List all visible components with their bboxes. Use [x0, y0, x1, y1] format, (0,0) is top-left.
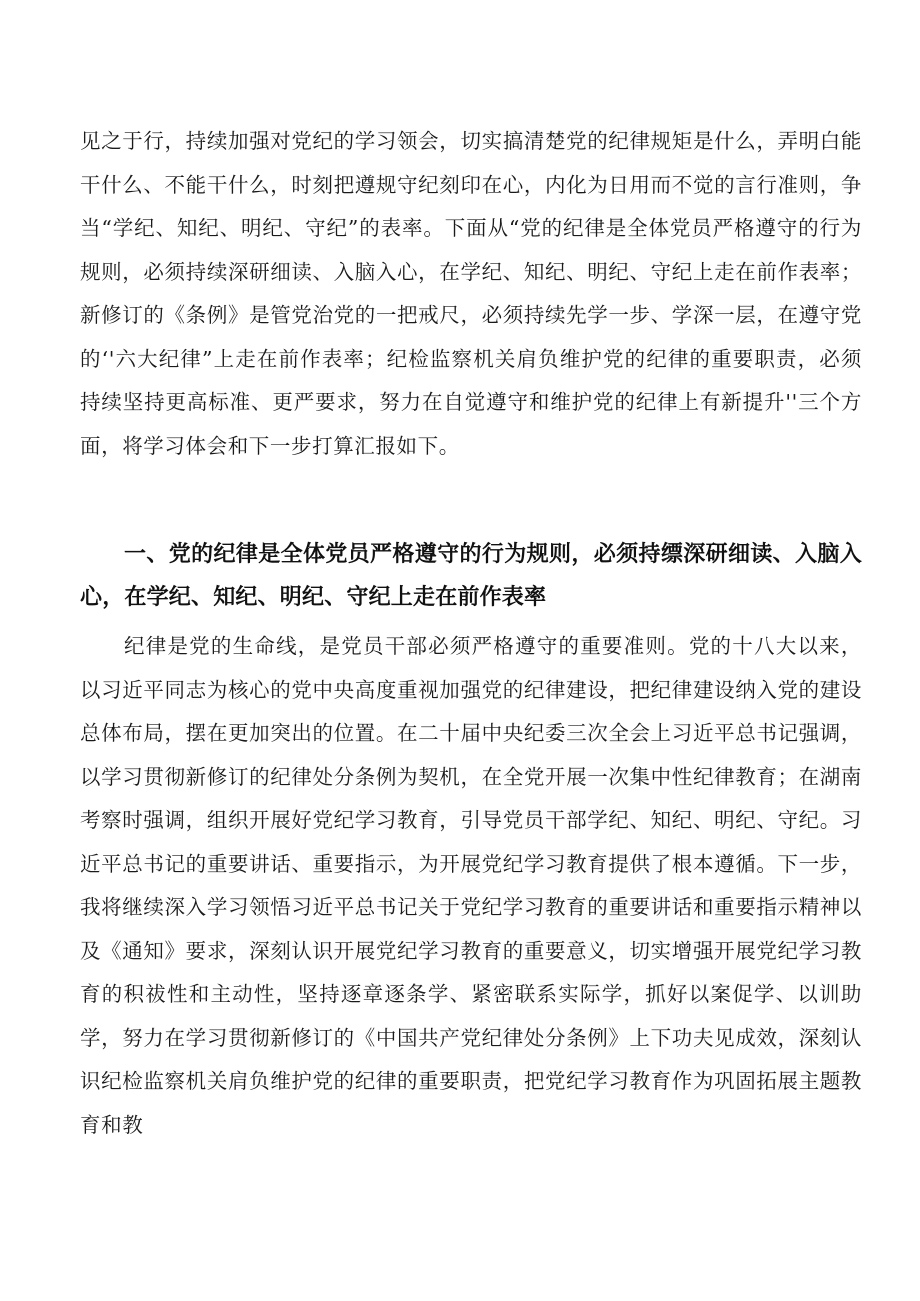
intro-paragraph: 见之于行，持续加强对党纪的学习领会，切实搞清楚党的纪律规矩是什么，弄明白能干什么、不能干什么，时刻把遵规守纪刻印在心，内化为日用而不觉的言行准则，争当“学纪、知纪、明纪、守纪”的表率。下面从“党的纪律是全体党员严格遵守的行为规则，必须持续深研细读、入脑入心，在学纪、知纪、明纪、守纪上走在前作表率；新修订的《条例》是管党治党的一把戒尺，必须持续先学一步、学深一层，在遵守党的‘'六大纪律”上走在前作表率；纪检监察机关肩负维护党的纪律的重要职责，必须持续坚持更高标准、更严要求，努力在自觉遵守和维护党的纪律上有新提升''三个方面，将学习体会和下一步打算汇报如下。 [80, 129, 862, 458]
section-heading-1: 一、党的纪律是全体党员严格遵守的行为规则，必须持缥深研细读、入脑入心，在学纪、知纪、明纪、守纪上走在前作表率 [80, 542, 862, 610]
section-1-body-paragraph: 纪律是党的生命线，是党员干部必须严格遵守的重要准则。党的十八大以来，以习近平同志为核心的党中央高度重视加强党的纪律建设，把纪律建设纳入党的建设总体布局，摆在更加突出的位置。在二十届中央纪委三次全会上习近平总书记强调，以学习贯彻新修订的纪律处分条例为契机，在全党开展一次集中性纪律教育；在湖南考察时强调，组织开展好党纪学习教育，引导党员干部学纪、知纪、明纪、守纪。习近平总书记的重要讲话、重要指示，为开展党纪学习教育提供了根本遵循。下一步，我将继续深入学习领悟习近平总书记关于党纪学习教育的重要讲话和重要指示精神以及《通知》要求，深刻认识开展党纪学习教育的重要意义，切实增强开展党纪学习教育的积祓性和主动性，坚持逐章逐条学、紧密联系实际学，抓好以案促学、以训助学，努力在学习贯彻新修订的《中国共产党纪律处分条例》上下功夫见成效，深刻认识纪检监察机关肩负维护党的纪律的重要职责，把党纪学习教育作为巩固拓展主题教育和教 [80, 634, 862, 1137]
